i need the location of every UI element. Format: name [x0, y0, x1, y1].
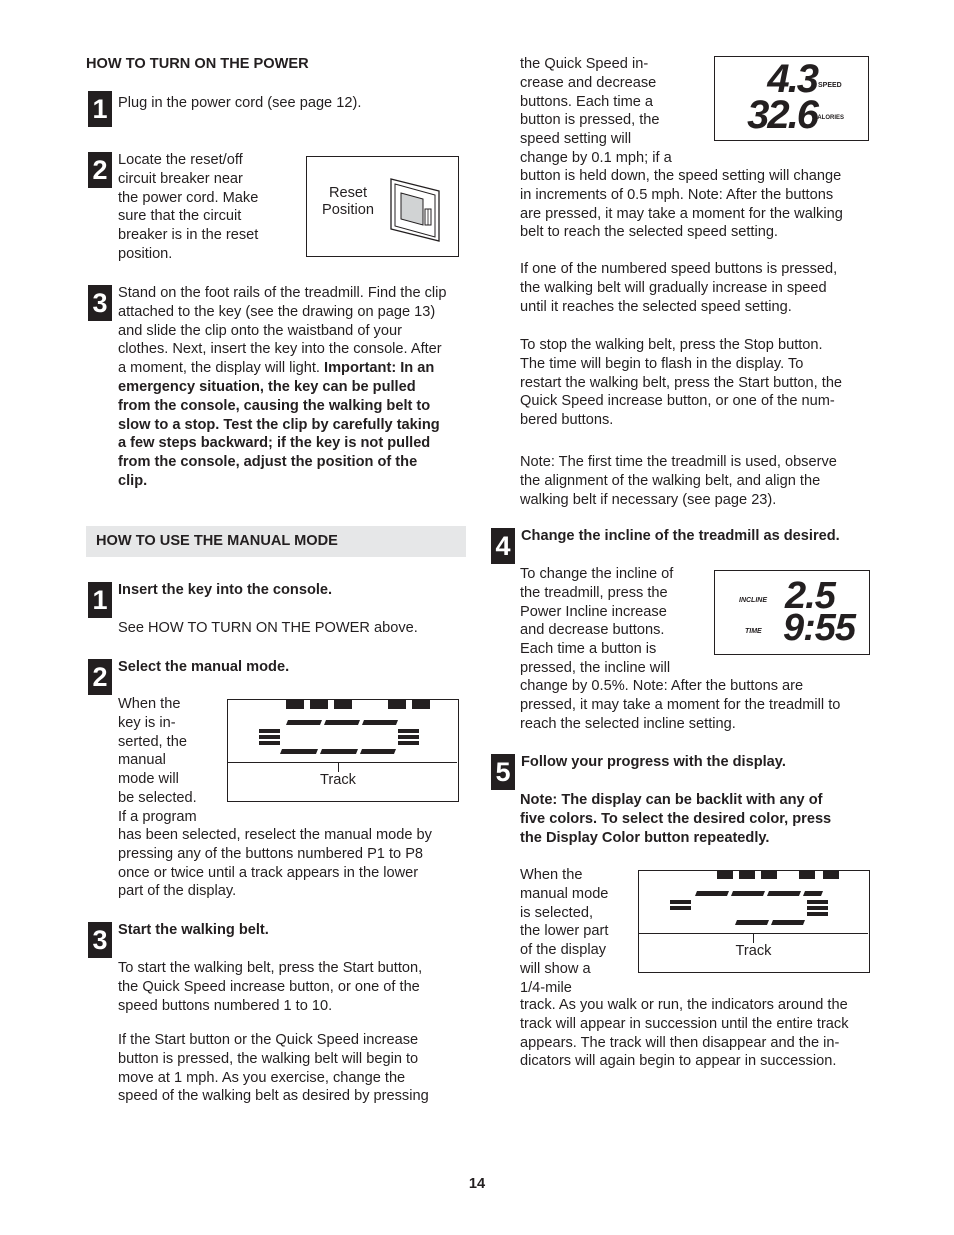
step-5-title: Follow your progress with the display. — [521, 754, 786, 770]
power-step-3-text: Stand on the foot rails of the treadmill. Find the clip attached to the key (see the drawing on page 13) and slide the clip onto the waistband of your clothes. Next, insert the key into the console. After a moment, the display will light. Important: In an emergency situation, the key can be pulled from the console, causing the walking belt to slow to a stop. Test the clip by carefully taking a few steps backward; if the key is not pulled from the console, adjust the position of the clip. — [118, 285, 447, 489]
incline-value: 2.5 — [785, 575, 835, 617]
manual-step-3-number: 3 — [88, 922, 112, 958]
manual-step-2-side-text: When the key is in- serted, the manual mode will be selected. If a program — [118, 696, 197, 825]
calories-value: 32.6 — [747, 93, 817, 137]
power-step-1-number: 1 — [88, 91, 112, 127]
speed-side-text: the Quick Speed in- crease and decrease buttons. Each time a button is pressed, the speed setting will change by 0.1 mph; if a — [520, 56, 672, 166]
power-heading: HOW TO TURN ON THE POWER — [86, 56, 309, 72]
time-value: 9:55 — [783, 607, 856, 649]
page-number: 14 — [468, 1176, 486, 1192]
track-display-figure-2 — [638, 870, 870, 973]
reset-label: Reset — [328, 185, 368, 201]
stop-paragraph: To stop the walking belt, press the Stop button. The time will begin to flash in the display. To restart the walking belt, press the Start button, the Quick Speed increase button, or one of the num- bered buttons. — [520, 337, 843, 429]
manual-step-2-number: 2 — [88, 659, 112, 695]
manual-step-3-paragraph-1: To start the walking belt, press the Start button, the Quick Speed increase button, or one of the speed buttons numbered 1 to 10. — [118, 960, 423, 1014]
speed-label: SPEED — [818, 82, 842, 89]
incline-label: INCLINE — [739, 597, 767, 604]
step-4-side-text: To change the incline of the treadmill, press the Power Incline increase and decrease buttons. Each time a button is pressed, the incline will — [520, 566, 674, 676]
position-label: Position — [322, 202, 374, 218]
time-label: TIME — [745, 628, 762, 635]
manual-step-2-text: has been selected, reselect the manual mode by pressing any of the buttons numbered P1 to P8 once or twice until a track appears in the lower part of the display. — [118, 827, 432, 900]
step-5-side-text: When the manual mode is selected, the lower part of the display will show a 1/4-mile — [520, 867, 609, 996]
track-label-2: Track — [735, 943, 772, 959]
manual-heading-band — [86, 526, 466, 557]
manual-heading: HOW TO USE THE MANUAL MODE — [96, 533, 338, 549]
manual-step-2-title: Select the manual mode. — [118, 659, 290, 675]
power-step-3-number: 3 — [88, 285, 112, 321]
track-indicator-graphic-2 — [639, 871, 868, 933]
numbered-speed-paragraph: If one of the numbered speed buttons is pressed, the walking belt will gradually increase in speed until it reaches the selected speed setting. — [520, 261, 838, 315]
calories-label: CALORIES — [813, 115, 845, 121]
manual-step-1-text: See HOW TO TURN ON THE POWER above. — [118, 620, 418, 636]
step-4-text: change by 0.5%. Note: After the buttons are pressed, it may take a moment for the treadmill to reach the selected incline setting. — [520, 678, 841, 732]
step-4-title: Change the incline of the treadmill as desired. — [521, 528, 840, 544]
track-display-figure-1 — [227, 699, 459, 802]
speed-value: 4.3 — [767, 57, 817, 101]
note-paragraph: Note: The first time the treadmill is used, observe the alignment of the walking belt, and align the walking belt if necessary (see page 23). — [520, 454, 837, 508]
manual-step-3-paragraph-2: If the Start button or the Quick Speed increase button is pressed, the walking belt will begin to move at 1 mph. As you exercise, change the speed of the walking belt as desired by pressing — [118, 1032, 429, 1105]
speed-text: button is held down, the speed setting will change in increments of 0.5 mph. Note: After the buttons are pressed, it may take a moment for the walking belt to reach the selected speed setting. — [520, 168, 843, 241]
manual-step-1-title: Insert the key into the console. — [118, 582, 333, 598]
speed-calories-display — [714, 56, 869, 141]
step-5-text: track. As you walk or run, the indicators around the track will appear in succession until the entire track appears. The track will then disappear and the in- dicators will again begin to appear in succession. — [520, 997, 849, 1070]
step-4-number: 4 — [491, 528, 515, 564]
step-5-note: Note: The display can be backlit with any of five colors. To select the desired color, press the Display Color button repeatedly. — [520, 792, 832, 846]
reset-position-figure — [306, 156, 459, 257]
track-indicator-graphic — [228, 700, 457, 762]
power-step-1-text: Plug in the power cord (see page 12). — [118, 95, 362, 111]
manual-step-3-title: Start the walking belt. — [118, 922, 269, 938]
circuit-breaker-icon — [387, 175, 449, 245]
power-step-2-text: Locate the reset/off circuit breaker near the power cord. Make sure that the circuit breaker is in the reset position. — [118, 152, 259, 262]
incline-time-display — [714, 570, 870, 655]
power-step-2-number: 2 — [88, 152, 112, 188]
step-5-number: 5 — [491, 754, 515, 790]
track-label: Track — [320, 772, 356, 788]
manual-step-1-number: 1 — [88, 582, 112, 618]
